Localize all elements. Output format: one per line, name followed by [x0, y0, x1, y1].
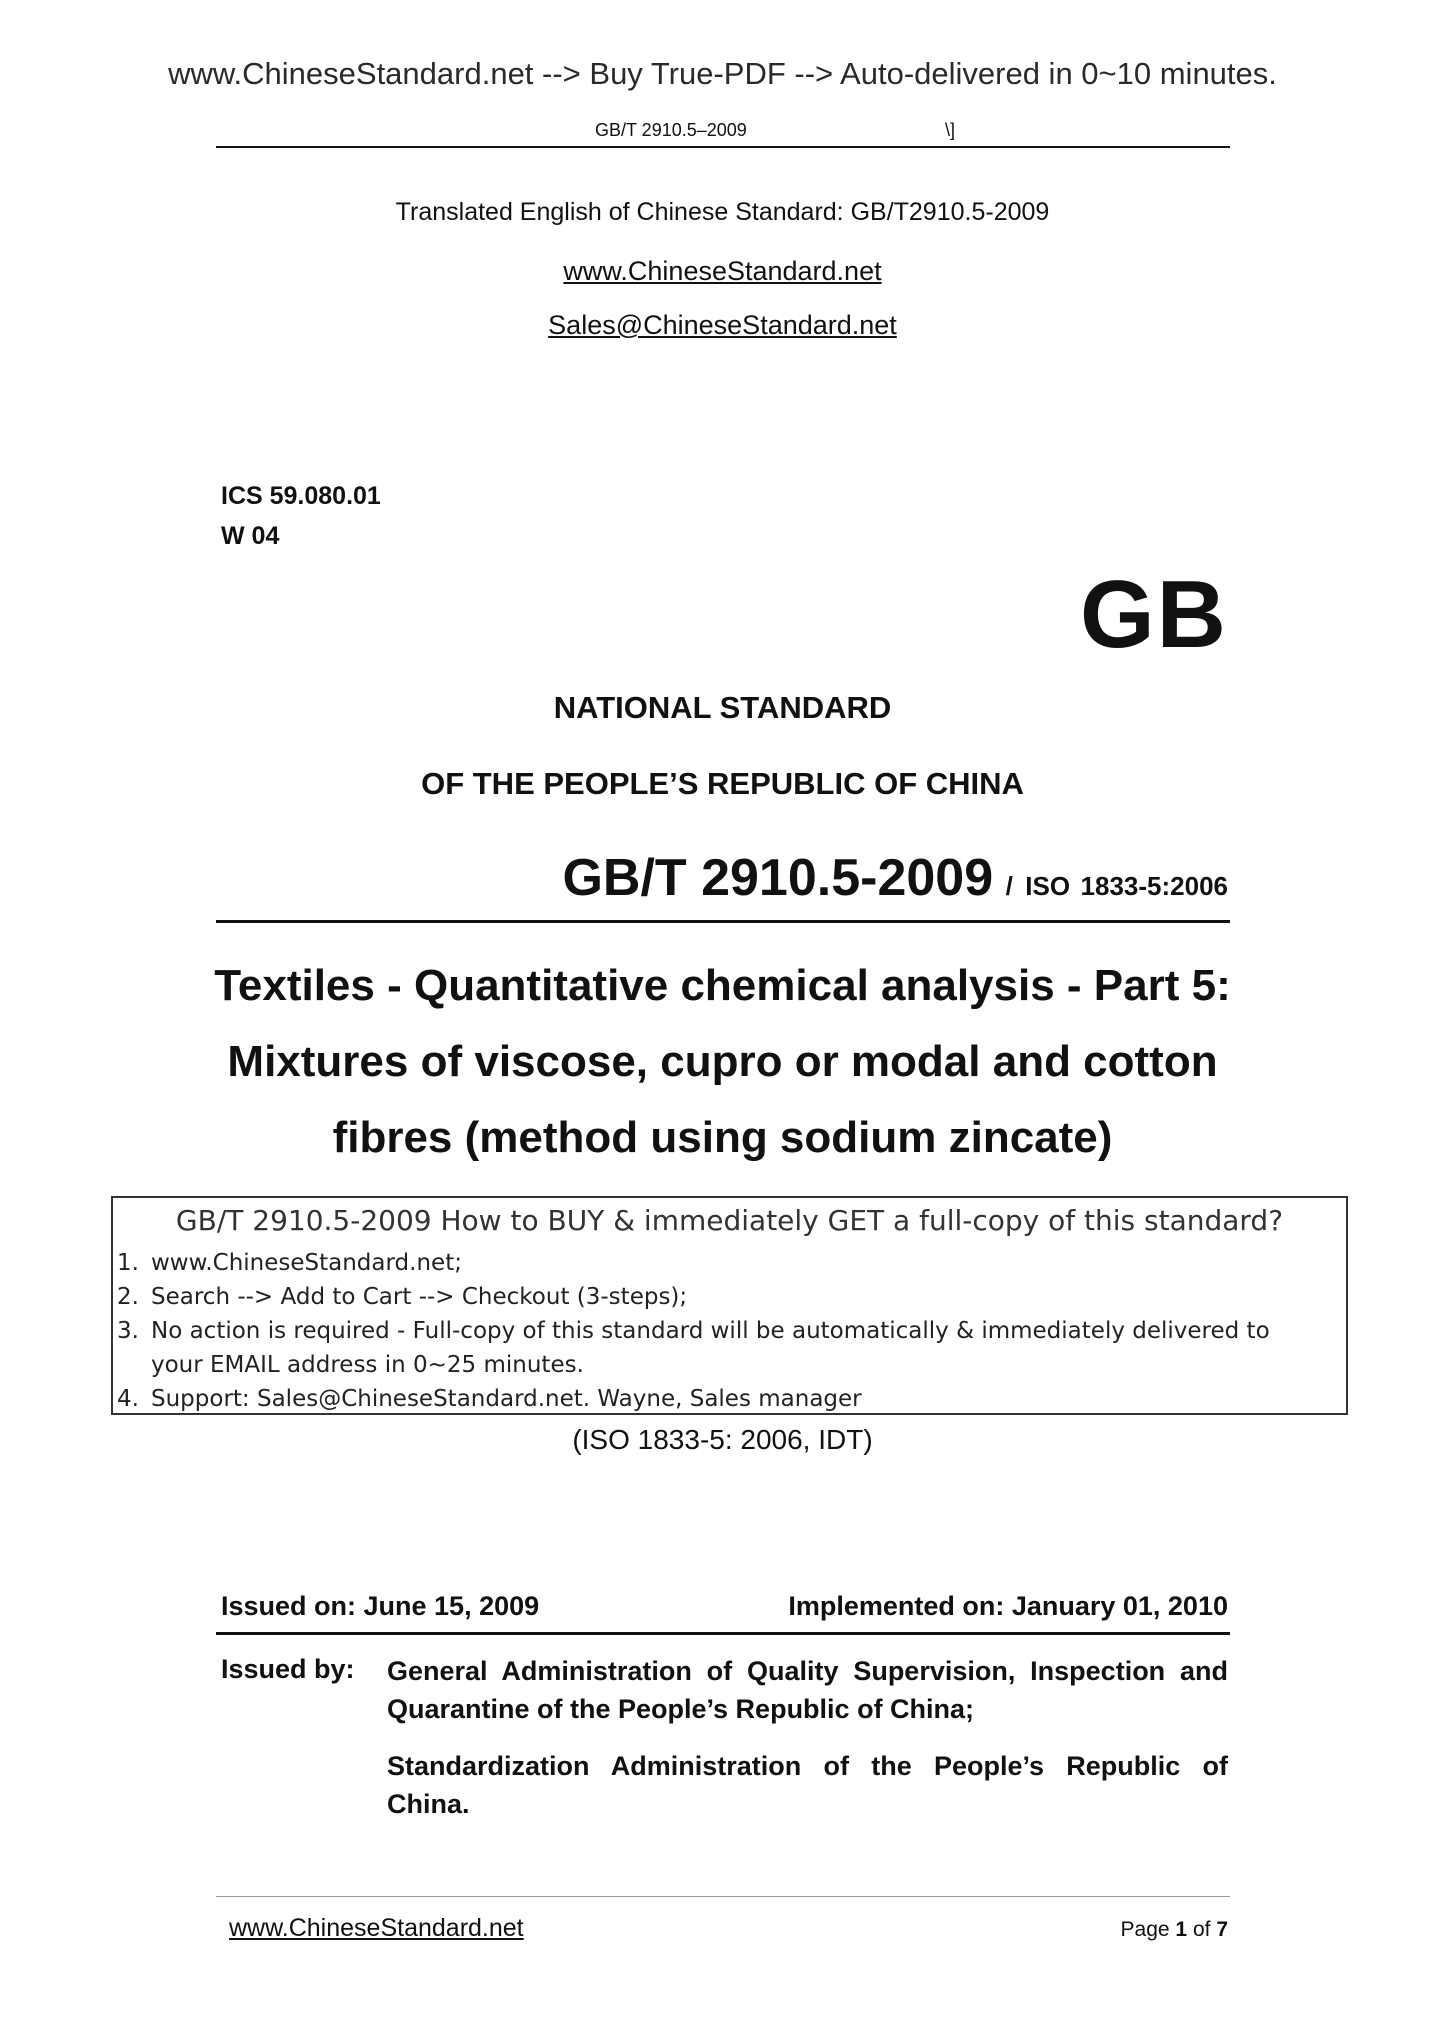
title-line-1: Textiles - Quantitative chemical analysis - Part 5:	[214, 961, 1231, 1010]
purchase-box-title: GB/T 2910.5-2009 How to BUY & immediately GET a full-copy of this standard?	[175, 1204, 1284, 1237]
issued-by-label: Issued by:	[221, 1654, 355, 1684]
footer-link[interactable]: www.ChineseStandard.net	[229, 1914, 524, 1942]
step-text: Search --> Add to Cart --> Checkout (3-steps);	[151, 1284, 688, 1310]
step-number: 3.	[117, 1318, 139, 1344]
footer-rule	[216, 1896, 1230, 1897]
ics-code: ICS 59.080.01	[221, 482, 381, 510]
document-title	[0, 948, 1445, 1176]
iso-number: 1833-5:2006	[1080, 871, 1228, 901]
translated-line: Translated English of Chinese Standard: GB/T2910.5-2009	[395, 198, 1050, 226]
title-line-3: fibres (method using sodium zincate)	[332, 1113, 1113, 1162]
email-link[interactable]: Sales@ChineseStandard.net	[548, 310, 897, 340]
title-line-2: Mixtures of viscose, cupro or modal and cotton	[227, 1037, 1218, 1086]
step-text[interactable]: www.ChineseStandard.net;	[151, 1250, 462, 1276]
site-link-row	[0, 256, 1445, 287]
national-standard-line1: NATIONAL STANDARD	[553, 690, 892, 725]
step-number: 2.	[117, 1284, 139, 1310]
dates-rule	[216, 1632, 1230, 1635]
page-current: 1	[1175, 1918, 1188, 1941]
step-text: Support: Sales@ChineseStandard.net. Wayne, Sales manager	[151, 1386, 862, 1412]
running-header-code: GB/T 2910.5–2009	[595, 120, 747, 140]
ccs-code: W 04	[221, 522, 280, 550]
standard-number	[562, 848, 1228, 908]
issuer-1: General Administration of Quality Supervision, Inspection and Quarantine of the People’s Republic of China;	[387, 1656, 1228, 1724]
step-number: 4.	[117, 1386, 139, 1412]
title-rule	[216, 920, 1230, 923]
email-link-row	[0, 310, 1445, 341]
purchase-step	[113, 1314, 1346, 1382]
page-label: Page	[1120, 1918, 1170, 1941]
national-standard-line2: OF THE PEOPLE’S REPUBLIC OF CHINA	[421, 766, 1024, 801]
idt-line: (ISO 1833-5: 2006, IDT)	[572, 1424, 873, 1455]
step-number: 1.	[117, 1250, 139, 1276]
purchase-step	[113, 1280, 1346, 1314]
implemented-on: Implemented on: January 01, 2010	[788, 1591, 1228, 1621]
page-of: of	[1192, 1918, 1211, 1941]
purchase-step	[113, 1246, 1346, 1280]
page-total: 7	[1216, 1918, 1228, 1941]
step-text: No action is required - Full-copy of this standard will be automatically & immediately delivered to your EMAIL address in 0~25 minutes.	[151, 1318, 1270, 1378]
page-number	[1121, 1918, 1228, 1942]
site-link[interactable]: www.ChineseStandard.net	[563, 256, 882, 286]
number-separator: /	[1005, 871, 1013, 901]
purchase-box	[111, 1196, 1348, 1415]
purchase-step	[113, 1382, 1346, 1416]
iso-prefix: ISO	[1025, 871, 1071, 901]
top-banner: www.ChineseStandard.net --> Buy True-PDF --> Auto-delivered in 0~10 minutes.	[168, 56, 1277, 91]
gb-number: GB/T 2910.5-2009	[562, 849, 994, 907]
gb-mark: GB	[1080, 561, 1228, 668]
issuer-2: Standardization Administration of the People’s Republic of China.	[387, 1751, 1228, 1819]
header-rule	[216, 146, 1230, 148]
issued-on: Issued on: June 15, 2009	[221, 1591, 540, 1621]
running-header-mark: \]	[945, 120, 956, 140]
